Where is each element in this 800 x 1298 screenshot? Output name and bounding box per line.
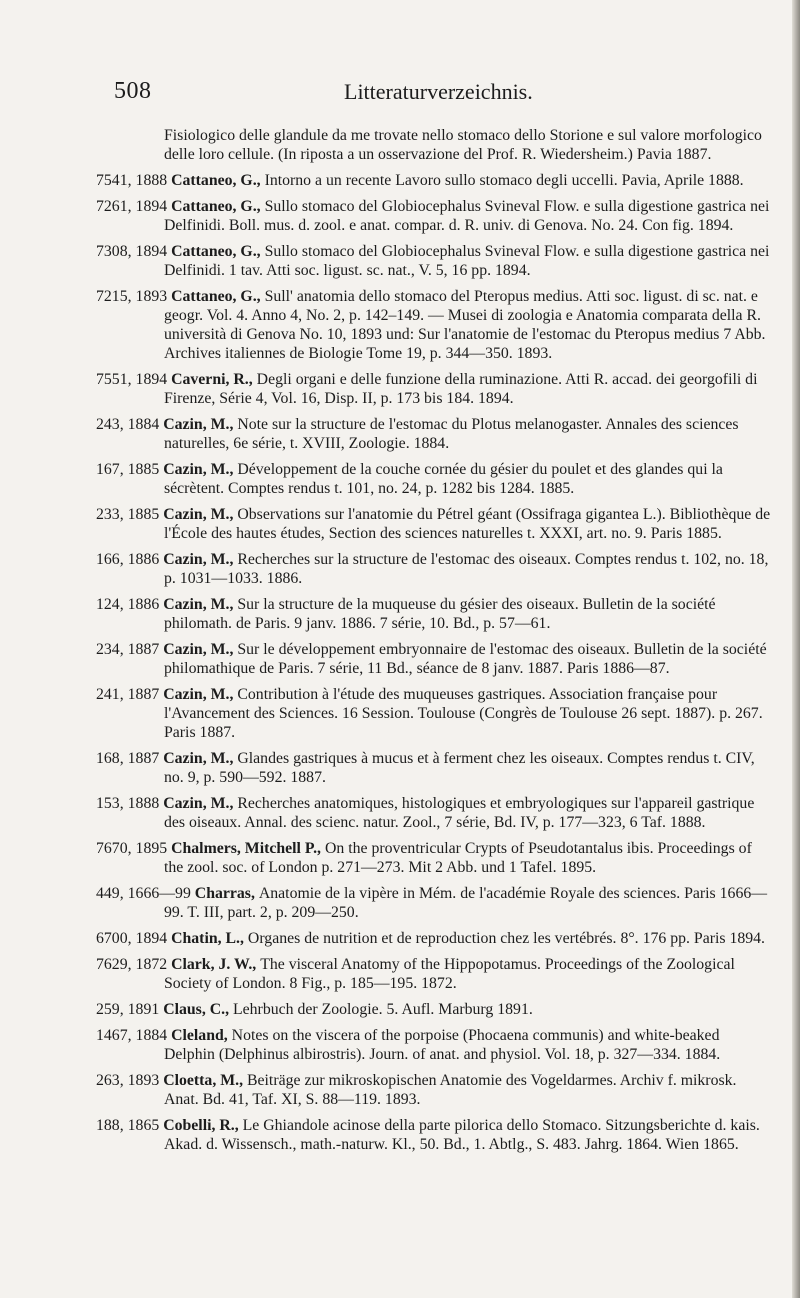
entry-text [96, 550, 772, 588]
entry-author: Cattaneo, G., [171, 172, 265, 189]
entry-text [96, 595, 772, 633]
bibliography-entry [96, 370, 772, 408]
bibliography-entry [96, 1000, 772, 1019]
entry-title: Intorno a un recente Lavoro sullo stomaco degli uccelli. Pavia, Aprile 1888. [264, 172, 744, 189]
entry-year: 1887 [127, 641, 164, 658]
entry-text [96, 1026, 772, 1064]
entry-author: Clark, J. W., [171, 956, 261, 973]
entry-author: Cazin, M., [163, 750, 238, 767]
entry-year: 1865 [127, 1117, 164, 1134]
entry-author: Cazin, M., [163, 551, 238, 568]
bibliography-entry [96, 460, 772, 498]
bibliography-entry [96, 242, 772, 280]
entry-author: Cazin, M., [163, 596, 238, 613]
entry-author: Cattaneo, G., [171, 198, 265, 215]
entry-text [96, 415, 772, 453]
entry-year: 1872 [135, 956, 172, 973]
entry-number: 241, [96, 686, 124, 703]
entry-text [96, 955, 772, 993]
entry-number: 263, [96, 1072, 124, 1089]
entry-title: Sur la structure de la muqueuse du gésier des oiseaux. Bulletin de la société philomath. de Paris. 9 janv. 1886. 7 série, 10. Bd., p. 57—61. [164, 596, 716, 632]
bibliography-entry [96, 1026, 772, 1064]
entry-title: Anatomie de la vipère in Mém. de l'académie Royale des sciences. Paris 1666—99. T. III, part. 2, p. 209—250. [164, 885, 768, 921]
entry-author: Cattaneo, G., [171, 243, 265, 260]
bibliography-entry [96, 640, 772, 678]
entry-text [96, 171, 772, 190]
entry-text [96, 242, 772, 280]
bibliography-entry [96, 749, 772, 787]
entry-title: Recherches sur la structure de l'estomac des oiseaux. Comptes rendus t. 102, no. 18, p. 1031—1033. 1886. [164, 551, 769, 587]
entry-number: 7629, [96, 956, 132, 973]
bibliography-entry [96, 197, 772, 235]
entry-number: 6700, [96, 930, 132, 947]
bibliography-entry [96, 550, 772, 588]
entry-title: Glandes gastriques à mucus et à ferment chez les oiseaux. Comptes rendus t. CIV, no. 9, p. 590—592. 1887. [164, 750, 755, 786]
entry-author: Cazin, M., [163, 641, 238, 658]
entry-number: 168, [96, 750, 124, 767]
entry-title: Degli organi e delle funzione della ruminazione. Atti R. accad. dei georgofili di Firenze, Série 4, Vol. 16, Disp. II, p. 173 bis 184. 1894. [164, 371, 758, 407]
entry-year: 1887 [127, 750, 164, 767]
entry-text [96, 685, 772, 742]
entry-text [96, 794, 772, 832]
entry-year: 1666—99 [127, 885, 195, 902]
entry-author: Cazin, M., [163, 686, 238, 703]
entry-text [96, 287, 772, 363]
entry-title: Sull' anatomia dello stomaco del Pteropus medius. Atti soc. ligust. di sc. nat. e geogr. Vol. 4. Anno 4, No. 2, p. 142–149. — Musei di zoologia e Anatomia comparata della R. università di Genova No. 10, 1893 und: Sur l'anatomie de l'estomac du Pteropus medius 7 Abb. Archives italiennes de Biologie Tome 19, p. 344—350. 1893. [164, 288, 766, 362]
bibliography-entry [96, 1116, 772, 1154]
entry-title: Sur le développement embryonnaire de l'estomac des oiseaux. Bulletin de la société philomathique de Paris. 7 série, 11 Bd., séance de 8 janv. 1887. Paris 1886—87. [164, 641, 767, 677]
bibliography-entry [96, 505, 772, 543]
entry-number: 7308, [96, 243, 132, 260]
entry-author: Cazin, M., [163, 416, 238, 433]
entry-author: Cazin, M., [163, 461, 238, 478]
entry-year: 1895 [135, 840, 172, 857]
entry-text [96, 839, 772, 877]
entry-number: 449, [96, 885, 124, 902]
entry-author: Caverni, R., [171, 371, 257, 388]
entry-title: The visceral Anatomy of the Hippopotamus. Proceedings of the Zoological Society of London. 8 Fig., p. 185—195. 1872. [164, 956, 735, 992]
entry-text [96, 1116, 772, 1154]
bibliography-entry [96, 287, 772, 363]
entry-title: Lehrbuch der Zoologie. 5. Aufl. Marburg 1891. [233, 1001, 533, 1018]
entry-number: 166, [96, 551, 124, 568]
entry-author: Cobelli, R., [163, 1117, 243, 1134]
continuation-text: Fisiologico delle glandule da me trovate nello stomaco dello Storione e sul valore morfologico delle loro cellule. (In riposta a un osservazione del Prof. R. Wiedersheim.) Pavia 1887. [164, 127, 762, 163]
entry-title: Note sur la structure de l'estomac du Plotus melanogaster. Annales des sciences naturelles, 6e série, t. XVIII, Zoologie. 1884. [164, 416, 739, 452]
entry-number: 234, [96, 641, 124, 658]
entry-author: Cleland, [171, 1027, 232, 1044]
entry-title: Développement de la couche cornée du gésier du poulet et des glandes qui la sécrètent. Comptes rendus t. 101, no. 24, p. 1282 bis 1284. 1885. [164, 461, 723, 497]
entry-text [96, 929, 772, 948]
entry-title: Organes de nutrition et de reproduction chez les vertébrés. 8°. 176 pp. Paris 1894. [247, 930, 765, 947]
entry-text [96, 505, 772, 543]
entry-year: 1885 [127, 506, 164, 523]
entry-title: Notes on the viscera of the porpoise (Phocaena communis) and white-beaked Delphin (Delphinus albirostris). Journ. of anat. and physiol. Vol. 18, p. 327—334. 1884. [164, 1027, 721, 1063]
entry-author: Chatin, L., [171, 930, 248, 947]
entry-year: 1894 [135, 243, 172, 260]
entry-title: Beiträge zur mikroskopischen Anatomie des Vogeldarmes. Archiv f. mikrosk. Anat. Bd. 41, Taf. XI, S. 88—119. 1893. [164, 1072, 737, 1108]
entry-title: Observations sur l'anatomie du Pétrel géant (Ossifraga gigantea L.). Bibliothèque de l'École des hautes études, Section des sciences naturelles t. XXXI, art. no. 9. Paris 1885. [164, 506, 771, 542]
entry-year: 1885 [127, 461, 164, 478]
entry-author: Cattaneo, G., [171, 288, 265, 305]
entry-year: 1887 [127, 686, 164, 703]
entry-number: 124, [96, 596, 124, 613]
entry-number: 7541, [96, 172, 132, 189]
entry-number: 243, [96, 416, 124, 433]
entry-author: Claus, C., [163, 1001, 233, 1018]
entry-text [96, 460, 772, 498]
entry-year: 1888 [127, 795, 164, 812]
continuation-entry [96, 126, 772, 164]
entry-year: 1894 [135, 930, 172, 947]
entry-number: 7551, [96, 371, 132, 388]
entry-text [96, 1071, 772, 1109]
entry-year: 1894 [135, 198, 172, 215]
bibliography-entry [96, 884, 772, 922]
entry-text [96, 1000, 772, 1019]
entry-title: Sullo stomaco del Globiocephalus Svineval Flow. e sulla digestione gastrica nei Delfinidi. 1 tav. Atti soc. ligust. sc. nat., V. 5, 16 pp. 1894. [164, 243, 770, 279]
entry-year: 1884 [127, 416, 164, 433]
entry-year: 1894 [135, 371, 172, 388]
entry-number: 7215, [96, 288, 132, 305]
entry-title: Sullo stomaco del Globiocephalus Svineval Flow. e sulla digestione gastrica nei Delfinidi. Boll. mus. d. zool. e anat. compar. d. R. univ. di Genova. No. 24. Con fig. 1894. [164, 198, 770, 234]
entry-author: Cloetta, M., [163, 1072, 247, 1089]
bibliography-entry [96, 955, 772, 993]
entry-number: 188, [96, 1117, 124, 1134]
bibliography-entry [96, 685, 772, 742]
bibliography-list [96, 126, 772, 1161]
entry-year: 1884 [135, 1027, 172, 1044]
entry-number: 7261, [96, 198, 132, 215]
entry-year: 1886 [127, 551, 164, 568]
bibliography-entry [96, 1071, 772, 1109]
bibliography-entry [96, 595, 772, 633]
entry-text [96, 640, 772, 678]
entry-year: 1886 [127, 596, 164, 613]
entry-year: 1893 [135, 288, 172, 305]
bibliography-entry [96, 839, 772, 877]
entry-year: 1891 [127, 1001, 164, 1018]
bibliography-entry [96, 171, 772, 190]
page-header [114, 78, 694, 108]
page-edge-shadow [792, 0, 800, 1298]
bibliography-entry [96, 415, 772, 453]
entry-text [96, 197, 772, 235]
entry-title: Le Ghiandole acinose della parte pilorica dello Stomaco. Sitzungsberichte d. kais. Akad. d. Wissensch., math.-naturw. Kl., 50. Bd., 1. Abtlg., S. 483. Jahrg. 1864. Wien 1865. [164, 1117, 760, 1153]
entry-title: Recherches anatomiques, histologiques et embryologiques sur l'appareil gastrique des oiseaux. Annal. des scienc. natur. Zool., 7 série, Bd. IV, p. 177—323, 6 Taf. 1888. [164, 795, 755, 831]
running-title: Litteraturverzeichnis. [344, 79, 533, 104]
entry-text [96, 884, 772, 922]
entry-number: 153, [96, 795, 124, 812]
entry-author: Charras, [194, 885, 259, 902]
entry-author: Cazin, M., [163, 506, 238, 523]
page-number: 508 [114, 78, 152, 104]
entry-author: Chalmers, Mitchell P., [171, 840, 325, 857]
entry-number: 233, [96, 506, 124, 523]
entry-number: 1467, [96, 1027, 132, 1044]
entry-number: 167, [96, 461, 124, 478]
entry-title: On the proventricular Crypts of Pseudotantalus ibis. Proceedings of the zool. soc. of London p. 271—273. Mit 2 Abb. und 1 Tafel. 1895. [164, 840, 752, 876]
bibliography-entry [96, 929, 772, 948]
entry-year: 1893 [127, 1072, 164, 1089]
entry-text [96, 370, 772, 408]
entry-number: 259, [96, 1001, 124, 1018]
entry-author: Cazin, M., [163, 795, 238, 812]
entry-text [96, 749, 772, 787]
entry-title: Contribution à l'étude des muqueuses gastriques. Association française pour l'Avancement des Sciences. 16 Session. Toulouse (Congrès de Toulouse 26 sept. 1887). p. 267. Paris 1887. [164, 686, 763, 741]
entry-number: 7670, [96, 840, 132, 857]
bibliography-entry [96, 794, 772, 832]
entry-year: 1888 [135, 172, 172, 189]
entry-container [96, 171, 772, 1154]
